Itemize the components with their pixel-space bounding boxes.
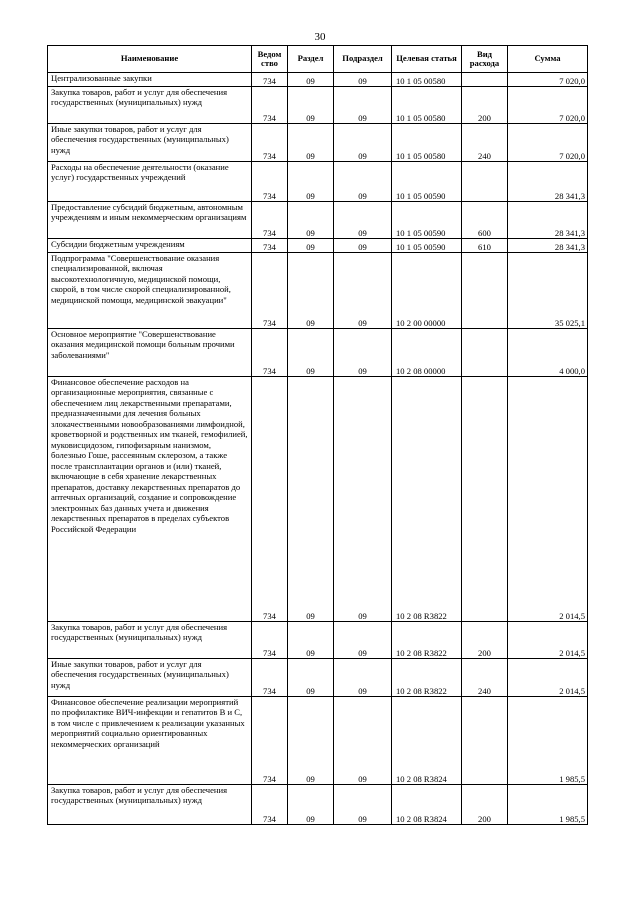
row-amount: 7 020,0: [508, 124, 588, 162]
row-expense-type: [462, 73, 508, 87]
row-section: 09: [288, 329, 334, 377]
table-row: [48, 253, 588, 329]
row-amount: 28 341,3: [508, 202, 588, 239]
row-amount: 28 341,3: [508, 162, 588, 202]
row-target: 10 1 05 00590: [392, 162, 462, 202]
row-subsection: 09: [334, 202, 392, 239]
row-dept: 734: [252, 659, 288, 697]
row-dept: 734: [252, 162, 288, 202]
row-expense-type: 600: [462, 202, 508, 239]
table-row: [48, 124, 588, 162]
row-name: Предоставление субсидий бюджетным, автономным учреждениям и иным некоммерческим организациям: [48, 202, 252, 239]
row-section: 09: [288, 73, 334, 87]
row-section: 09: [288, 239, 334, 253]
row-section: 09: [288, 622, 334, 659]
row-section: 09: [288, 87, 334, 124]
row-amount: 7 020,0: [508, 87, 588, 124]
row-target: 10 2 08 00000: [392, 329, 462, 377]
row-dept: 734: [252, 124, 288, 162]
row-target: 10 2 08 R3822: [392, 659, 462, 697]
table-row: [48, 377, 588, 622]
row-expense-type: 200: [462, 622, 508, 659]
row-dept: 734: [252, 329, 288, 377]
row-expense-type: [462, 329, 508, 377]
row-target: 10 2 08 R3822: [392, 377, 462, 622]
row-subsection: 09: [334, 785, 392, 825]
row-amount: 1 985,5: [508, 697, 588, 785]
row-subsection: 09: [334, 253, 392, 329]
row-expense-type: 240: [462, 659, 508, 697]
row-section: 09: [288, 124, 334, 162]
table-header-row: [48, 46, 588, 73]
row-amount: 2 014,5: [508, 659, 588, 697]
row-target: 10 2 08 R3824: [392, 785, 462, 825]
row-dept: 734: [252, 785, 288, 825]
row-name: Закупка товаров, работ и услуг для обеспечения государственных (муниципальных) нужд: [48, 87, 252, 124]
row-amount: 1 985,5: [508, 785, 588, 825]
row-subsection: 09: [334, 697, 392, 785]
row-target: 10 2 08 R3824: [392, 697, 462, 785]
row-name: Централизованные закупки: [48, 73, 252, 87]
header-name: Наименование: [48, 46, 252, 73]
row-section: 09: [288, 659, 334, 697]
table-row: [48, 162, 588, 202]
header-subsection: Подраздел: [334, 46, 392, 73]
row-section: 09: [288, 162, 334, 202]
header-amount: Сумма: [508, 46, 588, 73]
row-subsection: 09: [334, 162, 392, 202]
row-name: Закупка товаров, работ и услуг для обеспечения государственных (муниципальных) нужд: [48, 622, 252, 659]
table-row: [48, 785, 588, 825]
row-name: Финансовое обеспечение расходов на организационные мероприятия, связанные с обеспечением лиц лекарственными препаратами, предназначенными для лечения больных злокачественными новообразованиями лимфоидной, кроветворной и родственных им тканей, гемофилией, муковисцидозом, гипофизарным нанизмом, болезнью Гоше, рассеянным склерозом, а также после трансплантации органов и (или) тканей, включающие в себя хранение лекарственных препаратов, доставку лекарственных препаратов до аптечных организаций, создание и сопровождение электронных баз данных учета и движения лекарственных препаратов в пределах субъектов Российской Федерации: [48, 377, 252, 622]
row-section: 09: [288, 377, 334, 622]
row-dept: 734: [252, 377, 288, 622]
table-row: [48, 202, 588, 239]
row-section: 09: [288, 202, 334, 239]
row-subsection: 09: [334, 73, 392, 87]
row-amount: 28 341,3: [508, 239, 588, 253]
header-target: Целевая статья: [392, 46, 462, 73]
row-subsection: 09: [334, 377, 392, 622]
row-dept: 734: [252, 253, 288, 329]
header-section: Раздел: [288, 46, 334, 73]
row-dept: 734: [252, 73, 288, 87]
row-amount: 35 025,1: [508, 253, 588, 329]
row-dept: 734: [252, 622, 288, 659]
table-row: [48, 659, 588, 697]
row-expense-type: [462, 377, 508, 622]
table-row: [48, 622, 588, 659]
row-subsection: 09: [334, 329, 392, 377]
row-target: 10 2 08 R3822: [392, 622, 462, 659]
table-row: [48, 73, 588, 87]
row-subsection: 09: [334, 239, 392, 253]
row-target: 10 1 05 00590: [392, 239, 462, 253]
row-dept: 734: [252, 202, 288, 239]
row-target: 10 1 05 00580: [392, 124, 462, 162]
row-dept: 734: [252, 697, 288, 785]
row-amount: 2 014,5: [508, 377, 588, 622]
row-name: Основное мероприятие "Совершенствование оказания медицинской помощи больным прочими заболеваниями": [48, 329, 252, 377]
row-name: Иные закупки товаров, работ и услуг для обеспечения государственных (муниципальных) нужд: [48, 659, 252, 697]
table-row: [48, 697, 588, 785]
row-amount: 2 014,5: [508, 622, 588, 659]
row-subsection: 09: [334, 622, 392, 659]
budget-table: [47, 45, 588, 825]
row-name: Иные закупки товаров, работ и услуг для обеспечения государственных (муниципальных) нужд: [48, 124, 252, 162]
row-expense-type: 200: [462, 87, 508, 124]
table-row: [48, 87, 588, 124]
row-expense-type: 610: [462, 239, 508, 253]
row-dept: 734: [252, 87, 288, 124]
row-target: 10 1 05 00590: [392, 202, 462, 239]
row-section: 09: [288, 697, 334, 785]
row-expense-type: [462, 253, 508, 329]
row-expense-type: [462, 162, 508, 202]
row-amount: 4 000,0: [508, 329, 588, 377]
row-section: 09: [288, 785, 334, 825]
row-section: 09: [288, 253, 334, 329]
page-number: 30: [314, 31, 326, 43]
row-name: Подпрограмма "Совершенствование оказания специализированной, включая высокотехнологичную, медицинской помощи, скорой, в том числе скорой специализированной, медицинской помощи, медицинской эвакуации": [48, 253, 252, 329]
row-target: 10 1 05 00580: [392, 73, 462, 87]
header-expense-type: Вид расхода: [462, 46, 508, 73]
row-expense-type: 200: [462, 785, 508, 825]
header-dept: Ведом ство: [252, 46, 288, 73]
row-name: Закупка товаров, работ и услуг для обеспечения государственных (муниципальных) нужд: [48, 785, 252, 825]
table-row: [48, 329, 588, 377]
row-subsection: 09: [334, 659, 392, 697]
row-expense-type: 240: [462, 124, 508, 162]
row-name: Расходы на обеспечение деятельности (оказание услуг) государственных учреждений: [48, 162, 252, 202]
row-amount: 7 020,0: [508, 73, 588, 87]
row-target: 10 2 00 00000: [392, 253, 462, 329]
row-expense-type: [462, 697, 508, 785]
row-name: Субсидии бюджетным учреждениям: [48, 239, 252, 253]
row-name: Финансовое обеспечение реализации мероприятий по профилактике ВИЧ-инфекции и гепатитов В и С, в том числе с привлечением к реализации указанных мероприятий социально ориентированных некоммерческих организаций: [48, 697, 252, 785]
row-dept: 734: [252, 239, 288, 253]
row-target: 10 1 05 00580: [392, 87, 462, 124]
row-subsection: 09: [334, 87, 392, 124]
row-subsection: 09: [334, 124, 392, 162]
table-row: [48, 239, 588, 253]
